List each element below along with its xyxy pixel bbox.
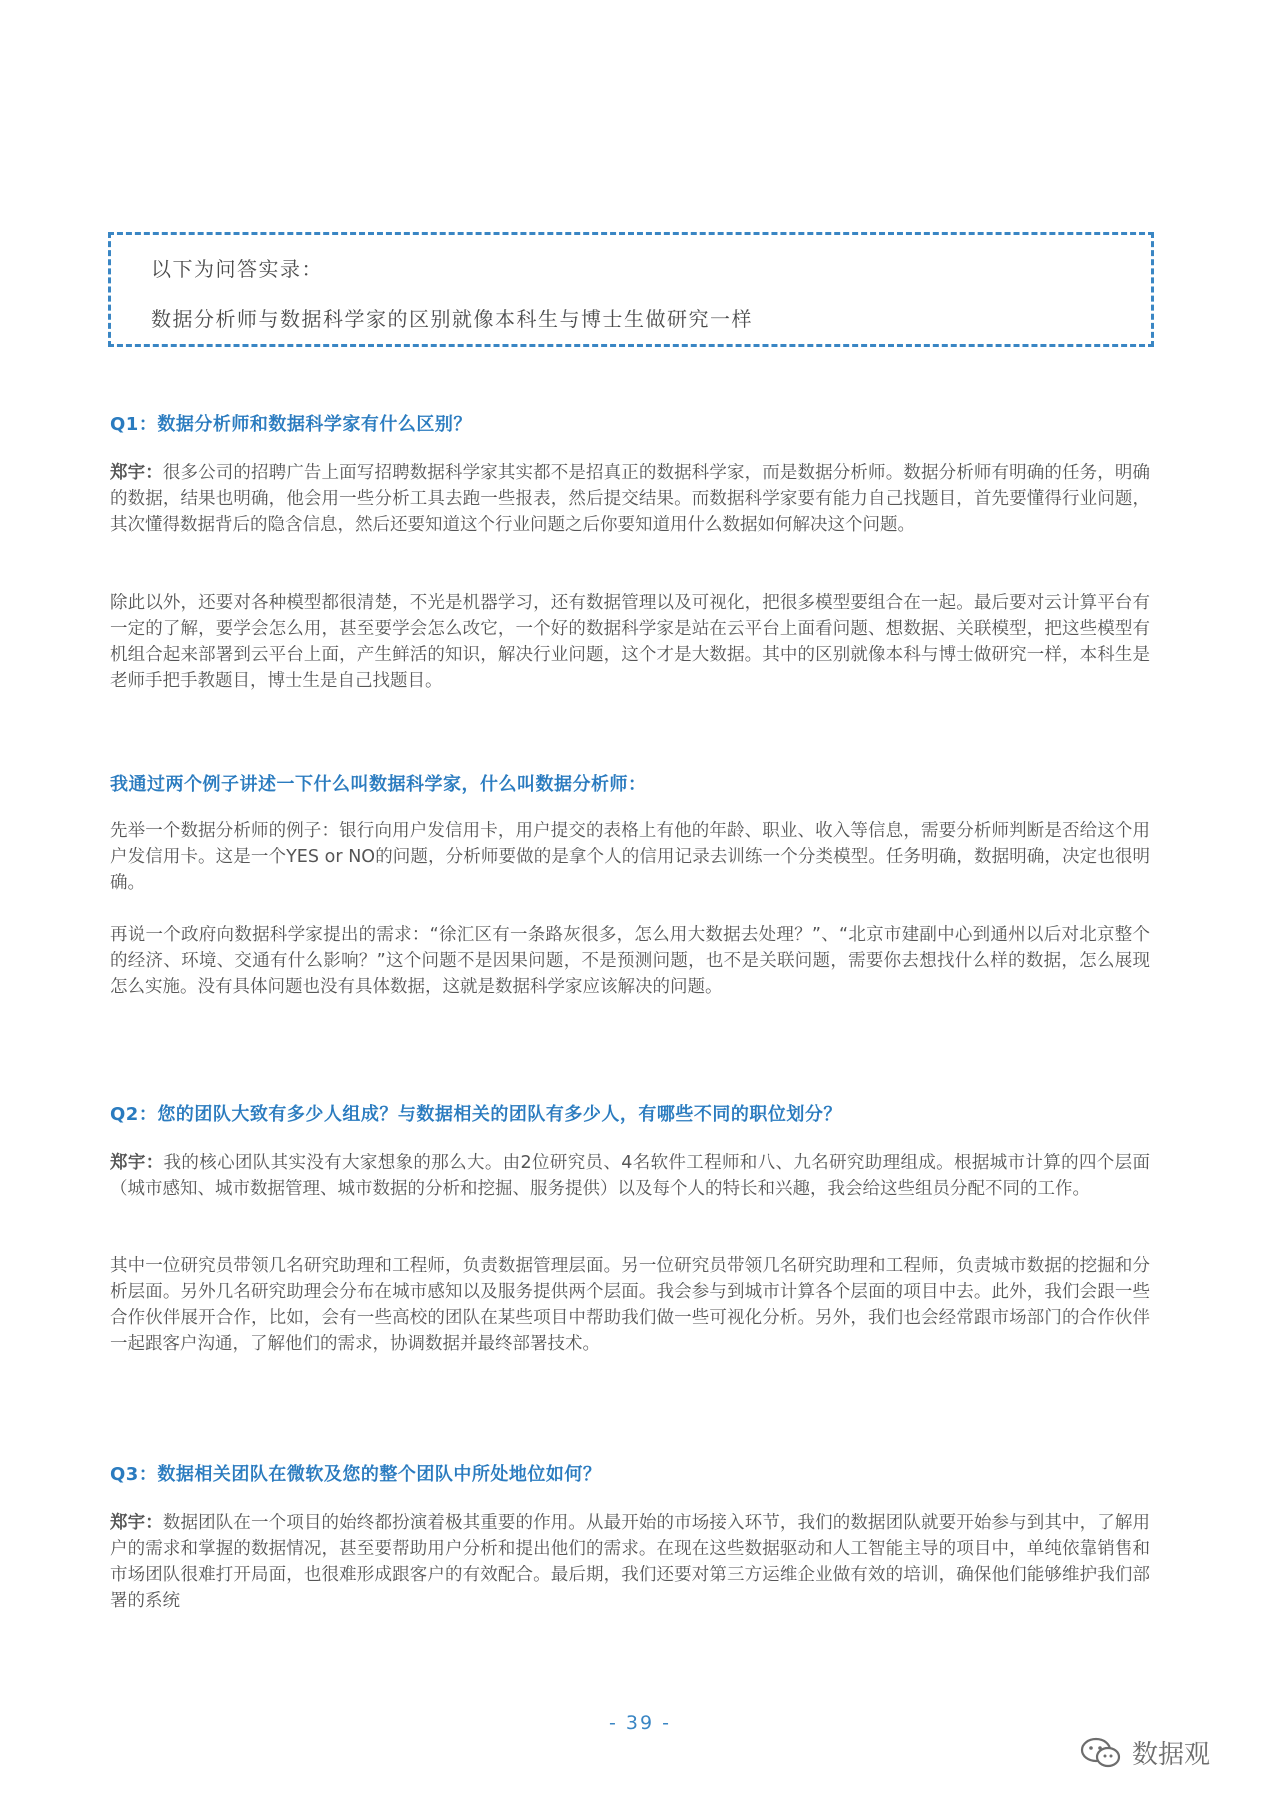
q1-paragraph-1-text: 很多公司的招聘广告上面写招聘数据科学家其实都不是招真正的数据科学家，而是数据分析师。数据分析师有明确的任务，明确的数据，结果也明确，他会用一些分析工具去跑一些报表，然后提交结果。而数据科学家要有能力自己找题目，首先要懂得行业问题，其次懂得数据背后的隐含信息，然后还要知道这个行业问题之后你要知道用什么数据如何解决这个问题。 <box>110 463 1150 535</box>
speaker-label: 郑宇： <box>110 1513 163 1533</box>
q2-paragraph-2: 其中一位研究员带领几名研究助理和工程师，负责数据管理层面。另一位研究员带领几名研究助理和工程师，负责城市数据的挖掘和分析层面。另外几名研究助理会分布在城市感知以及服务提供两个层面。我会参与到城市计算各个层面的项目中去。此外，我们会跟一些合作伙伴展开合作，比如，会有一些高校的团队在某些项目中帮助我们做一些可视化分析。另外，我们也会经常跟市场部门的合作伙伴一起跟客户沟通，了解他们的需求，协调数据并最终部署技术。 <box>110 1256 1150 1354</box>
page-number: - 39 - <box>609 1712 671 1734</box>
watermark <box>1080 1734 1210 1771</box>
q1-paragraph-2: 除此以外，还要对各种模型都很清楚，不光是机器学习，还有数据管理以及可视化，把很多模型要组合在一起。最后要对云计算平台有一定的了解，要学会怎么用，甚至要学会怎么改它，一个好的数据科学家是站在云平台上面看问题、想数据、关联模型，把这些模型有机组合起来部署到云平台上面，产生鲜活的知识，解决行业问题，这个才是大数据。其中的区别就像本科与博士做研究一样，本科生是老师手把手教题目，博士生是自己找题目。 <box>110 593 1150 691</box>
intro-line-2: 数据分析师与数据科学家的区别就像本科生与博士生做研究一样 <box>151 307 753 331</box>
q3-paragraph-1 <box>110 1510 1150 1614</box>
q2-paragraph-1 <box>110 1150 1150 1202</box>
examples-paragraph-2: 再说一个政府向数据科学家提出的需求：“徐汇区有一条路灰很多，怎么用大数据去处理？”、“北京市建副中心到通州以后对北京整个的经济、环境、交通有什么影响？”这个问题不是因果问题，不是预测问题，也不是关联问题，需要你去想找什么样的数据，怎么展现怎么实施。没有具体问题也没有具体数据，这就是数据科学家应该解决的问题。 <box>110 925 1150 997</box>
watermark-text: 数据观 <box>1132 1740 1211 1770</box>
q2-heading: Q2：您的团队大致有多少人组成？与数据相关的团队有多少人，有哪些不同的职位划分？ <box>110 1104 842 1125</box>
examples-paragraph-1: 先举一个数据分析师的例子：银行向用户发信用卡，用户提交的表格上有他的年龄、职业、收入等信息，需要分析师判断是否给这个用户发信用卡。这是一个YES or NO的问题，分析师要做的是拿个人的信用记录去训练一个分类模型。任务明确，数据明确，决定也很明确。 <box>110 821 1150 893</box>
speaker-label: 郑宇： <box>110 1153 164 1173</box>
wechat-icon <box>1080 1736 1122 1770</box>
q1-paragraph-1 <box>110 460 1150 538</box>
q3-paragraph-1-text: 数据团队在一个项目的始终都扮演着极其重要的作用。从最开始的市场接入环节，我们的数据团队就要开始参与到其中，了解用户的需求和掌握的数据情况，甚至要帮助用户分析和提出他们的需求。在现在这些数据驱动和人工智能主导的项目中，单纯依靠销售和市场团队很难打开局面，也很难形成跟客户的有效配合。最后期，我们还要对第三方运维企业做有效的培训，确保他们能够维护我们部署的系统 <box>110 1513 1150 1611</box>
q1-heading: Q1：数据分析师和数据科学家有什么区别？ <box>110 414 472 435</box>
examples-heading: 我通过两个例子讲述一下什么叫数据科学家，什么叫数据分析师： <box>110 774 647 795</box>
q3-heading: Q3：数据相关团队在微软及您的整个团队中所处地位如何？ <box>110 1464 602 1485</box>
q2-paragraph-1-text: 我的核心团队其实没有大家想象的那么大。由2位研究员、4名软件工程师和八、九名研究助理组成。根据城市计算的四个层面（城市感知、城市数据管理、城市数据的分析和挖掘、服务提供）以及每个人的特长和兴趣，我会给这些组员分配不同的工作。 <box>110 1153 1150 1199</box>
intro-box <box>108 232 1154 347</box>
intro-line-1: 以下为问答实录： <box>151 257 323 281</box>
speaker-label: 郑宇： <box>110 463 163 483</box>
